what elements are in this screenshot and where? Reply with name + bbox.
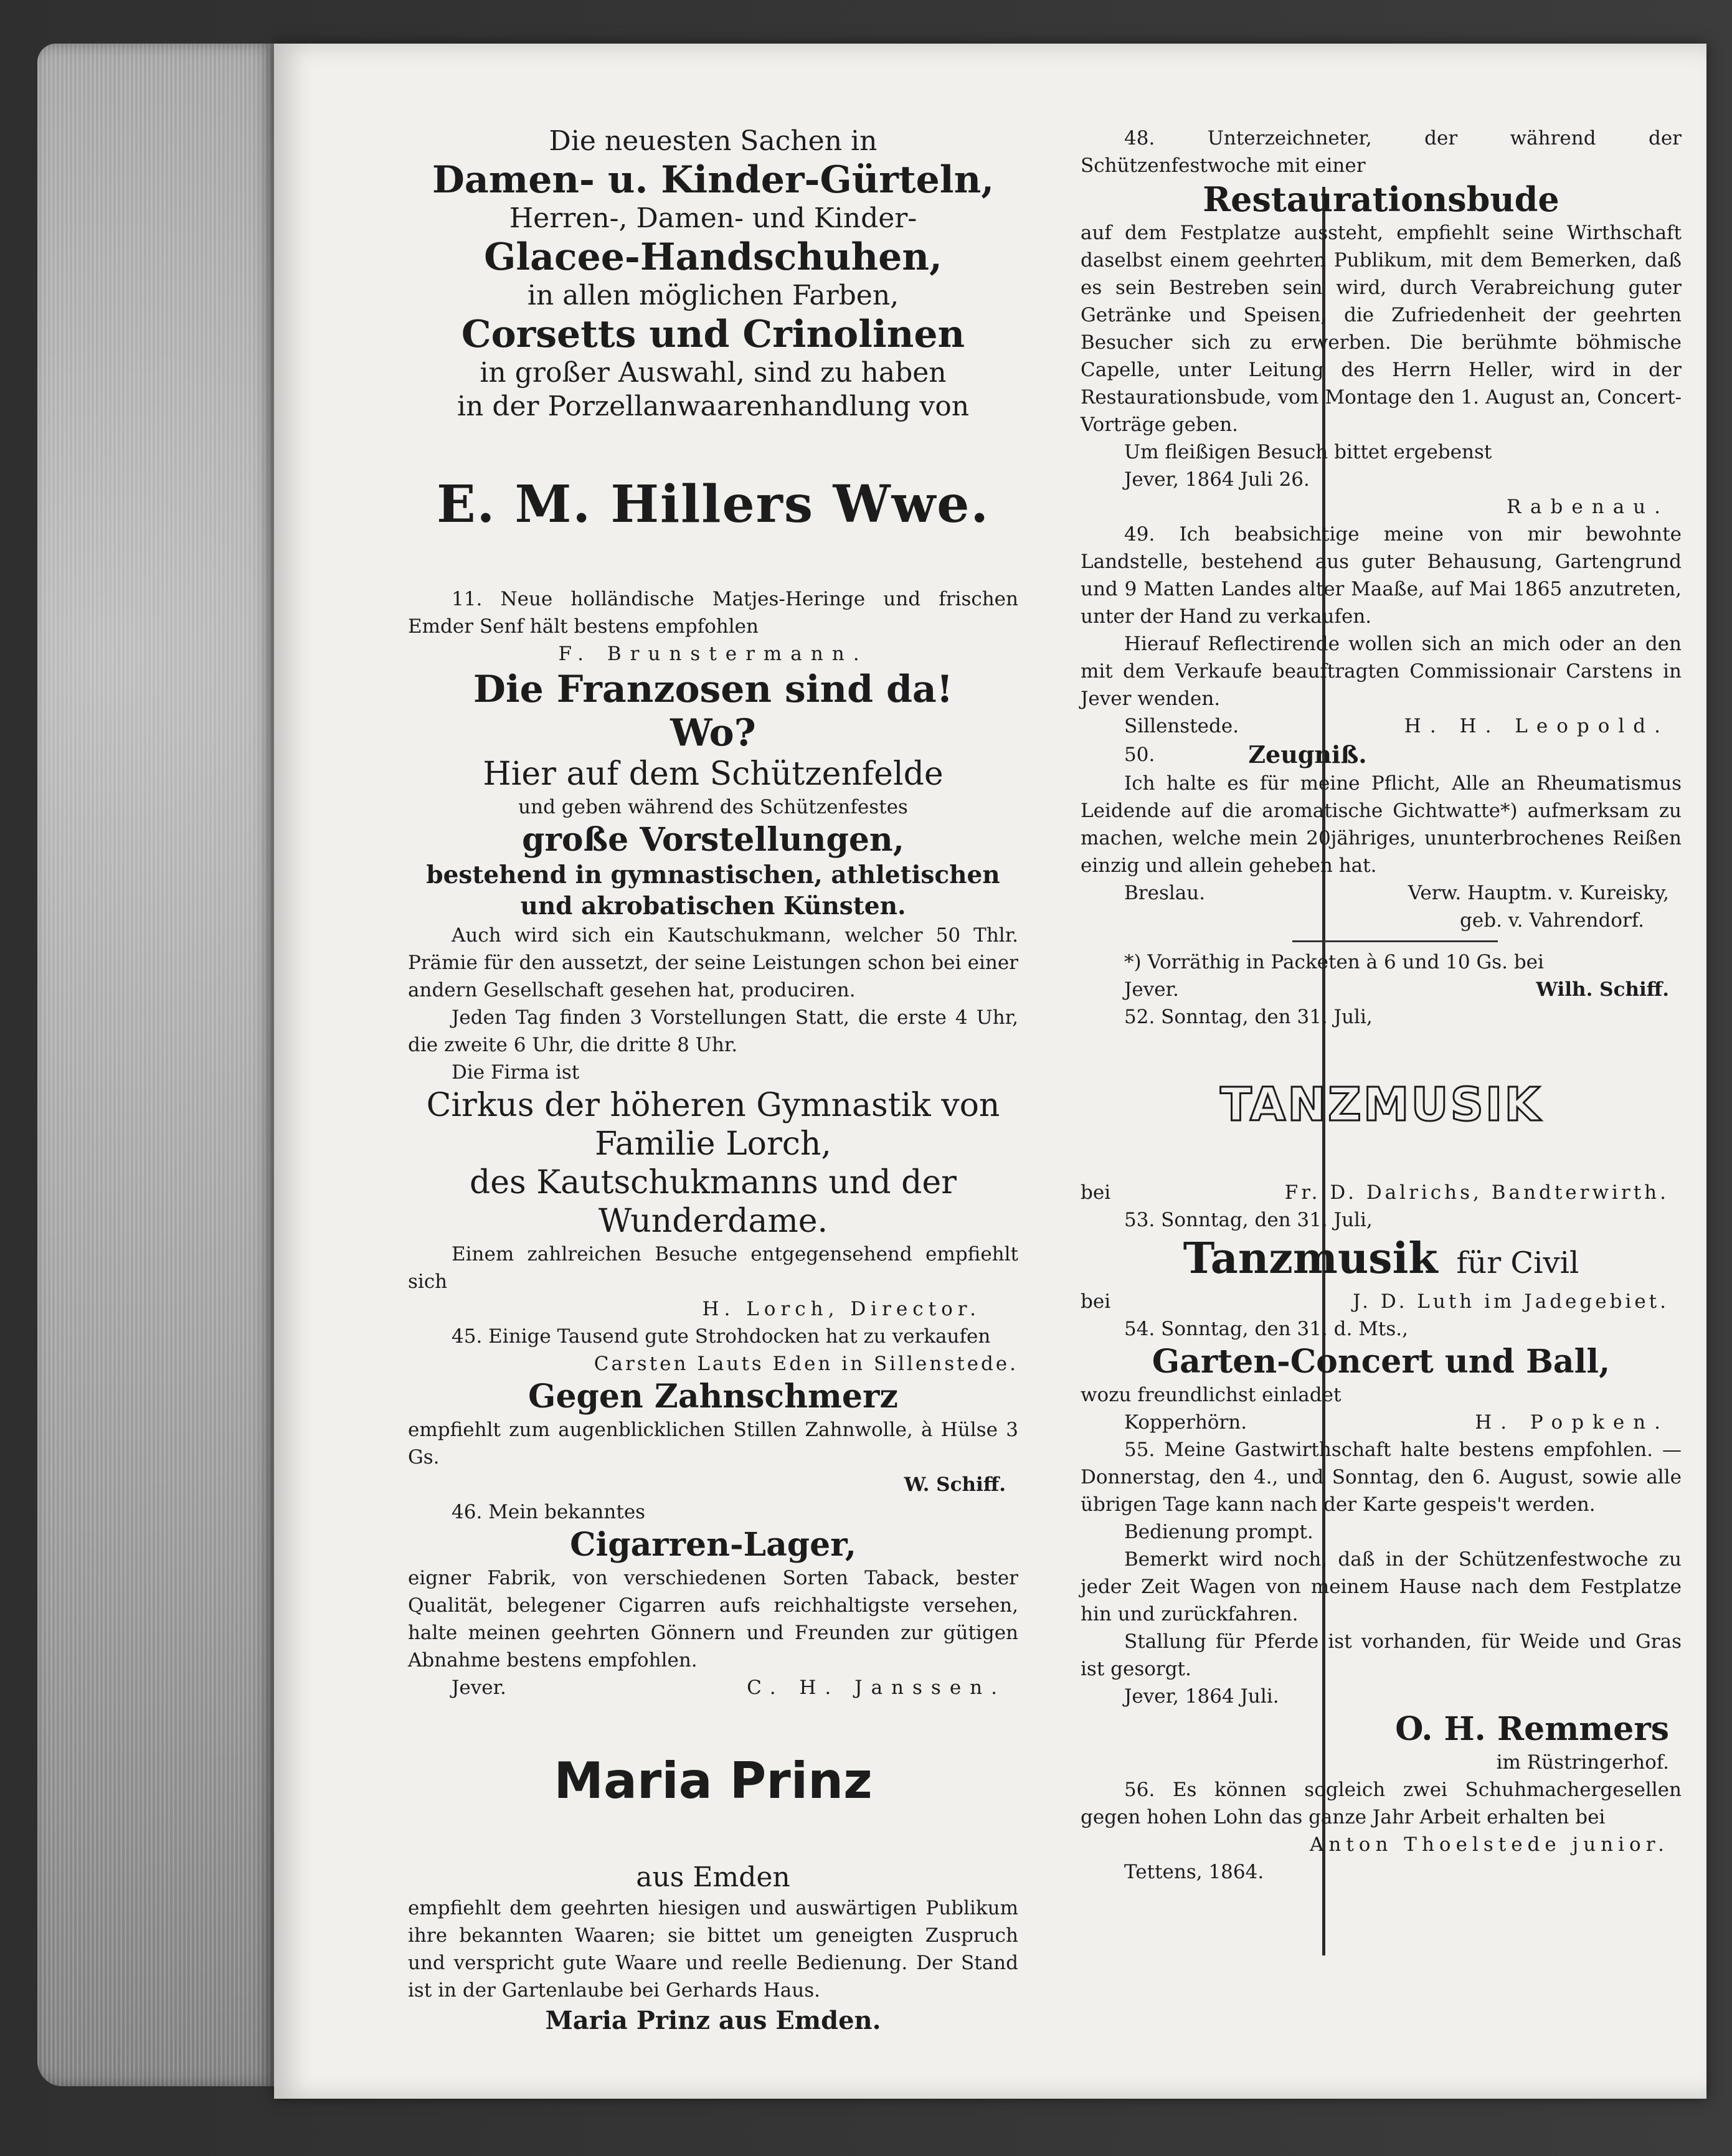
- ad-signature-row: [1081, 712, 1682, 740]
- ad-place: Tettens, 1864.: [1124, 1861, 1264, 1883]
- ad-place: Sillenstede.: [1124, 715, 1239, 737]
- ad-text: Die Firma ist: [452, 1061, 580, 1084]
- ad-signature-row: [1081, 1409, 1682, 1436]
- ad-text: 53. Sonntag, den 31. Juli,: [1124, 1209, 1373, 1231]
- ad-subheadline: Hier auf dem Schützenfelde: [483, 755, 944, 793]
- ad-45: [408, 1323, 1018, 1378]
- ad-text: 49. Ich beabsichtige meine von mir bewohnte Landstelle, bestehend aus guter Behausung, Gartengrund und 9 Matten Landes alter Maaße, auf Mai 1865 anzutreten, unter der Hand zu verkaufen.: [1081, 523, 1682, 628]
- ad-line: in allen möglichen Farben,: [527, 280, 899, 311]
- ad-text: wozu freundlichst einladet: [1081, 1384, 1342, 1406]
- ad-text: Auch wird sich ein Kautschukmann, welcher 50 Thlr. Prämie für den aussetzt, der seine Leistungen schon bei einer andern Gesellschaft gesehen hat, produciren.: [408, 924, 1018, 1001]
- ad-11: [408, 585, 1018, 668]
- ad-headline: Restaurationsbude: [1203, 179, 1559, 219]
- ad-line: Herren-, Damen- und Kinder-: [509, 202, 917, 234]
- ad-signature: J. D. Luth im Jadegebiet.: [1353, 1290, 1669, 1313]
- ad-place: Jever.: [452, 1676, 506, 1699]
- ad-headline: Tanzmusik: [1183, 1234, 1438, 1284]
- right-column: [1081, 125, 1682, 1886]
- ad-bei: bei: [1081, 1290, 1111, 1313]
- ad-text: Stallung für Pferde ist vorhanden, für Weide und Gras ist gesorgt.: [1081, 1630, 1682, 1680]
- ad-number: 50.: [1124, 744, 1155, 766]
- ad-signature: im Rüstringerhof.: [1496, 1751, 1669, 1774]
- ad-bei: bei: [1081, 1181, 1111, 1204]
- ad-place: Kopperhörn.: [1124, 1411, 1247, 1434]
- ad-signature: Carsten Lauts Eden in Sillenstede.: [594, 1353, 1018, 1375]
- ad-signature: Fr. D. Dalrichs, Bandterwirth.: [1284, 1181, 1669, 1204]
- ad-line: in der Porzellanwaarenhandlung von: [457, 390, 970, 422]
- ad-place: Breslau.: [1124, 882, 1206, 904]
- ad-signature-row: [1081, 1288, 1682, 1315]
- ad-headline: Damen- u. Kinder-Gürteln,: [432, 158, 995, 202]
- ad-text: empfiehlt zum augenblicklichen Stillen Zahnwolle, à Hülse 3 Gs.: [408, 1419, 1018, 1468]
- left-column: [408, 125, 1018, 2038]
- ad-circus: [408, 668, 1018, 1323]
- ad-text: Um fleißigen Besuch bittet ergebenst: [1124, 441, 1492, 463]
- ad-signature: C. H. Janssen.: [747, 1676, 1006, 1699]
- ad-signature: Verw. Hauptm. v. Kureisky,: [1408, 882, 1669, 904]
- ad-zahnschmerz: [408, 1378, 1018, 1498]
- ad-text: 48. Unterzeichneter, der während der Schützenfestwoche mit einer: [1081, 127, 1682, 177]
- ad-headline: Cigarren-Lager,: [570, 1526, 856, 1564]
- ad-signature: W. Schiff.: [904, 1473, 1006, 1496]
- ad-text: empfiehlt dem geehrten hiesigen und auswärtigen Publikum ihre bekannten Waaren; sie bittet um geneigten Zuspruch und verspricht gute Waare und reelle Bedienung. Der Stand ist in der Gartenlaube bei Gerhards Haus.: [408, 1897, 1018, 2002]
- ad-signature: H. Lorch, Director.: [702, 1298, 981, 1320]
- ad-signature: Anton Thoelstede junior.: [1309, 1833, 1669, 1856]
- ad-signature: H. Popken.: [1475, 1411, 1669, 1434]
- ad-firm-line: Familie Lorch,: [595, 1125, 831, 1163]
- ad-hillers: [408, 125, 1018, 534]
- ad-55: [1081, 1436, 1682, 1776]
- ad-text: eigner Fabrik, von verschiedenen Sorten Taback, bester Qualität, belegener Cigarren aufs reichhaltigste versehen, halte meinen geehrten Gönnern und Freunden zur gütigen Abnahme bestens empfohlen.: [408, 1567, 1018, 1671]
- ad-signature: geb. v. Vahrendorf.: [1460, 909, 1644, 932]
- ad-date: Jever, 1864 Juli 26.: [1124, 468, 1310, 491]
- ad-46: [408, 1498, 1018, 1701]
- ad-signature: H. H. Leopold.: [1404, 715, 1669, 737]
- ad-text: auf dem Festplatze aussteht, empfiehlt seine Wirthschaft daselbst einem geehrten Publikum, mit dem Bemerken, daß es sein Bestreben sein wird, durch Verabreichung guter Getränke und Speisen, die Zufriedenheit der geehrten Besucher sich zu erwerben. Die berühmte böhmische Capelle, unter Leitung des Herrn Heller, wird in der Restaurationsbude, vom Montage den 1. August an, Concert-Vorträge geben.: [1081, 222, 1682, 436]
- footnote-rule: [1292, 940, 1498, 942]
- ad-date: Jever, 1864 Juli.: [1124, 1685, 1279, 1708]
- ad-text: 56. Es können sogleich zwei Schuhmachergesellen gegen hohen Lohn das ganze Jahr Arbeit erhalten bei: [1081, 1779, 1682, 1828]
- ad-place: Jever.: [1124, 978, 1179, 1001]
- ad-company-name: Maria Prinz: [554, 1752, 873, 1810]
- ad-text: 46. Mein bekanntes: [452, 1501, 646, 1523]
- ad-text: Hierauf Reflectirende wollen sich an mich oder an den mit dem Verkaufe beauftragten Commissionair Carstens in Jever wenden.: [1081, 633, 1682, 710]
- ad-line: und geben während des Schützenfestes: [518, 796, 908, 818]
- ad-line: in großer Auswahl, sind zu haben: [480, 357, 947, 389]
- ad-line: bestehend in gymnastischen, athletischen: [426, 861, 1000, 889]
- ad-text: 52. Sonntag, den 31. Juli,: [1124, 1006, 1373, 1028]
- book-page-edges: [37, 44, 274, 2086]
- ad-title-row: [1081, 740, 1682, 770]
- ad-subheadline: aus Emden: [636, 1861, 790, 1893]
- ad-text: 54. Sonntag, den 31. d. Mts.,: [1124, 1318, 1409, 1340]
- ad-signature: F. Brunstermann.: [558, 643, 868, 665]
- ad-text: Bedienung prompt.: [1124, 1521, 1313, 1543]
- ad-signature: O. H. Remmers: [1395, 1710, 1669, 1748]
- ad-text: 11. Neue holländische Matjes-Heringe und frischen Emder Senf hält bestens empfohlen: [408, 588, 1018, 638]
- ad-headline: Wo?: [670, 711, 756, 755]
- ad-signature-row: [1081, 976, 1682, 1003]
- ad-signature-row: [1081, 1179, 1682, 1206]
- ad-56: [1081, 1776, 1682, 1886]
- ad-headline: Garten-Concert und Ball,: [1152, 1343, 1611, 1381]
- ad-text: Ich halte es für meine Pflicht, Alle an Rheumatismus Leidende auf die aromatische Gichtwatte*) aufmerksam zu machen, welche mein 20jähriges, ununterbrochenes Reißen einzig und allein geheben hat.: [1081, 772, 1682, 877]
- ad-signature: Maria Prinz aus Emden.: [545, 2006, 881, 2035]
- ad-firm-line: Cirkus der höheren Gymnastik von: [426, 1087, 1000, 1124]
- ad-signature: Rabenau.: [1507, 496, 1669, 518]
- ad-line: Die neuesten Sachen in: [549, 125, 878, 157]
- ad-signature-row: [408, 1674, 1018, 1701]
- ad-signature: Wilh. Schiff.: [1536, 978, 1669, 1001]
- ad-text: Jeden Tag finden 3 Vorstellungen Statt, die erste 4 Uhr, die zweite 6 Uhr, die dritte 8 Uhr.: [408, 1006, 1018, 1056]
- ad-53: [1081, 1206, 1682, 1315]
- ad-signature-row: [1081, 879, 1682, 907]
- ad-49: [1081, 521, 1682, 740]
- ad-headline: Zeugniß.: [1248, 740, 1367, 768]
- ad-headline-suffix: für Civil: [1456, 1246, 1579, 1280]
- ad-text: Bemerkt wird noch, daß in der Schützenfestwoche zu jeder Zeit Wagen von meinem Hause nach dem Festplatze hin und zurückfahren.: [1081, 1548, 1682, 1625]
- ad-headline: Glacee-Handschuhen,: [484, 235, 942, 279]
- ad-headline-row: [1081, 1234, 1682, 1288]
- ad-headline: Corsetts und Crinolinen: [461, 313, 965, 356]
- ad-50: [1081, 740, 1682, 1003]
- ad-text: 55. Meine Gastwirthschaft halte bestens empfohlen. — Donnerstag, den 4., und Sonntag, den 6. August, sowie alle übrigen Tage kann nach der Karte gespeis't werden.: [1081, 1439, 1682, 1516]
- ad-54: [1081, 1315, 1682, 1436]
- ad-headline: Die Franzosen sind da!: [473, 668, 954, 711]
- ad-footnote: *) Vorräthig in Packeten à 6 und 10 Gs. bei: [1124, 951, 1544, 973]
- ad-company-name: E. M. Hillers Wwe.: [437, 475, 990, 534]
- ad-52: [1081, 1003, 1682, 1206]
- ad-headline: Gegen Zahnschmerz: [528, 1378, 898, 1416]
- ad-48: [1081, 125, 1682, 521]
- ad-text: 45. Einige Tausend gute Strohdocken hat zu verkaufen: [452, 1325, 991, 1348]
- ad-line: und akrobatischen Künsten.: [520, 892, 906, 920]
- ad-headline: TANZMUSIK: [1220, 1078, 1542, 1132]
- ad-firm-line: Wunderdame.: [598, 1203, 828, 1240]
- ad-firm-line: des Kautschukmanns und der: [469, 1164, 957, 1201]
- ad-text: Einem zahlreichen Besuche entgegensehend empfiehlt sich: [408, 1243, 1018, 1293]
- ad-maria-prinz: [408, 1751, 1018, 2038]
- ad-subheadline: große Vorstellungen,: [522, 821, 904, 859]
